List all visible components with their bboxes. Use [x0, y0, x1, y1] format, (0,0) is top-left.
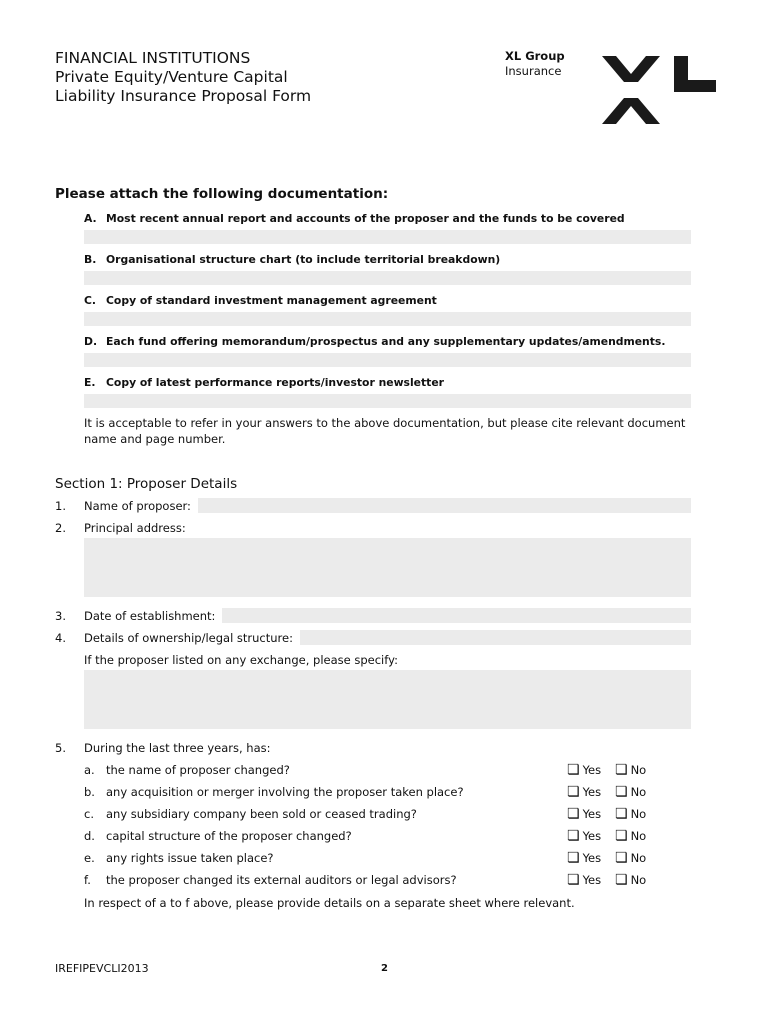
checkbox-icon[interactable]: ❏ — [567, 762, 580, 778]
doc-item-text: Each fund offering memorandum/prospectus and any supplementary updates/amendments. — [106, 335, 666, 348]
checkbox-icon[interactable]: ❏ — [567, 784, 580, 800]
title-line-2: Private Equity/Venture Capital — [55, 68, 288, 86]
doc-item-d — [84, 335, 665, 348]
doc-b-field[interactable] — [84, 271, 691, 285]
q5f-no-option[interactable] — [615, 873, 646, 887]
q4-exchange-label: If the proposer listed on any exchange, please specify: — [84, 653, 398, 667]
q5-item-text: capital structure of the proposer changed? — [106, 829, 352, 843]
doc-e-field[interactable] — [84, 394, 691, 408]
q5-item-text: any acquisition or merger involving the proposer taken place? — [106, 785, 464, 799]
q5-item-text: the name of proposer changed? — [106, 763, 290, 777]
title-line-3: Liability Insurance Proposal Form — [55, 87, 312, 105]
no-label: No — [630, 873, 647, 887]
q5-footnote: In respect of a to f above, please provide details on a separate sheet where relevant. — [84, 896, 575, 910]
yes-label: Yes — [582, 763, 602, 777]
checkbox-icon[interactable]: ❏ — [615, 784, 628, 800]
title-line-1: FINANCIAL INSTITUTIONS — [55, 49, 251, 67]
q5-item-text: any subsidiary company been sold or ceased trading? — [106, 807, 417, 821]
doc-a-field[interactable] — [84, 230, 691, 244]
form-title — [55, 49, 311, 106]
checkbox-icon[interactable]: ❏ — [567, 828, 580, 844]
q5f-yes-option[interactable] — [567, 873, 601, 887]
yes-label: Yes — [582, 785, 602, 799]
no-label: No — [630, 785, 647, 799]
section1-heading: Section 1: Proposer Details — [55, 476, 238, 492]
q5-item-text: the proposer changed its external auditors or legal advisors? — [106, 873, 457, 887]
yes-label: Yes — [582, 873, 602, 887]
q5-item-letter: c. — [84, 807, 94, 821]
doc-d-field[interactable] — [84, 353, 691, 367]
doc-item-a — [84, 212, 625, 225]
q4-number: 4. — [55, 631, 66, 645]
doc-item-letter: A. — [84, 212, 97, 225]
q5d-no-option[interactable] — [615, 829, 646, 843]
doc-item-letter: C. — [84, 294, 97, 307]
date-of-establishment-field[interactable] — [222, 608, 691, 623]
q5d-yes-option[interactable] — [567, 829, 601, 843]
q5-item-letter: e. — [84, 851, 95, 865]
doc-item-text: Copy of standard investment management agreement — [106, 294, 437, 307]
q5-item-text: any rights issue taken place? — [106, 851, 274, 865]
form-code: IREFIPEVCLI2013 — [55, 962, 149, 975]
checkbox-icon[interactable]: ❏ — [567, 806, 580, 822]
no-label: No — [630, 763, 647, 777]
q5e-yes-option[interactable] — [567, 851, 601, 865]
q5-item-letter: b. — [84, 785, 95, 799]
documentation-note — [84, 415, 685, 447]
q5-label: During the last three years, has: — [84, 741, 271, 755]
q5b-yes-option[interactable] — [567, 785, 601, 799]
yes-label: Yes — [582, 829, 602, 843]
xl-logo — [600, 50, 718, 130]
principal-address-field[interactable] — [84, 538, 691, 597]
documentation-heading: Please attach the following documentation: — [55, 186, 389, 202]
q5c-no-option[interactable] — [615, 807, 646, 821]
q5-item-letter: f. — [84, 873, 91, 887]
q5b-no-option[interactable] — [615, 785, 646, 799]
doc-item-letter: B. — [84, 253, 97, 266]
note-line-2: name and page number. — [84, 432, 226, 446]
q2-number: 2. — [55, 521, 66, 535]
checkbox-icon[interactable]: ❏ — [615, 806, 628, 822]
exchange-listing-field[interactable] — [84, 670, 691, 729]
checkbox-icon[interactable]: ❏ — [615, 872, 628, 888]
yes-label: Yes — [582, 851, 602, 865]
q5a-no-option[interactable] — [615, 763, 646, 777]
doc-item-letter: D. — [84, 335, 98, 348]
q1-label: Name of proposer: — [84, 499, 191, 513]
no-label: No — [630, 851, 647, 865]
doc-c-field[interactable] — [84, 312, 691, 326]
checkbox-icon[interactable]: ❏ — [615, 828, 628, 844]
yes-label: Yes — [582, 807, 602, 821]
checkbox-icon[interactable]: ❏ — [567, 872, 580, 888]
no-label: No — [630, 829, 647, 843]
q5a-yes-option[interactable] — [567, 763, 601, 777]
page-number: 2 — [381, 963, 388, 974]
checkbox-icon[interactable]: ❏ — [615, 762, 628, 778]
checkbox-icon[interactable]: ❏ — [615, 850, 628, 866]
doc-item-b — [84, 253, 500, 266]
name-of-proposer-field[interactable] — [198, 498, 691, 513]
note-line-1: It is acceptable to refer in your answers to the above documentation, but please cite relevant document — [84, 416, 686, 430]
doc-item-text: Organisational structure chart (to include territorial breakdown) — [106, 253, 501, 266]
q3-label: Date of establishment: — [84, 609, 216, 623]
q5-item-letter: a. — [84, 763, 95, 777]
ownership-structure-field[interactable] — [300, 630, 691, 645]
q5-item-letter: d. — [84, 829, 95, 843]
brand-subtitle: Insurance — [505, 64, 562, 78]
q3-number: 3. — [55, 609, 66, 623]
brand-name: XL Group — [505, 49, 565, 63]
doc-item-e — [84, 376, 444, 389]
checkbox-icon[interactable]: ❏ — [567, 850, 580, 866]
doc-item-text: Most recent annual report and accounts of the proposer and the funds to be covered — [106, 212, 625, 225]
q2-label: Principal address: — [84, 521, 186, 535]
q5-number: 5. — [55, 741, 66, 755]
doc-item-text: Copy of latest performance reports/investor newsletter — [106, 376, 444, 389]
q1-number: 1. — [55, 499, 66, 513]
xl-logo-icon — [600, 50, 718, 130]
q5e-no-option[interactable] — [615, 851, 646, 865]
no-label: No — [630, 807, 647, 821]
doc-item-letter: E. — [84, 376, 96, 389]
q4-label: Details of ownership/legal structure: — [84, 631, 293, 645]
doc-item-c — [84, 294, 437, 307]
brand-block — [505, 49, 565, 79]
q5c-yes-option[interactable] — [567, 807, 601, 821]
